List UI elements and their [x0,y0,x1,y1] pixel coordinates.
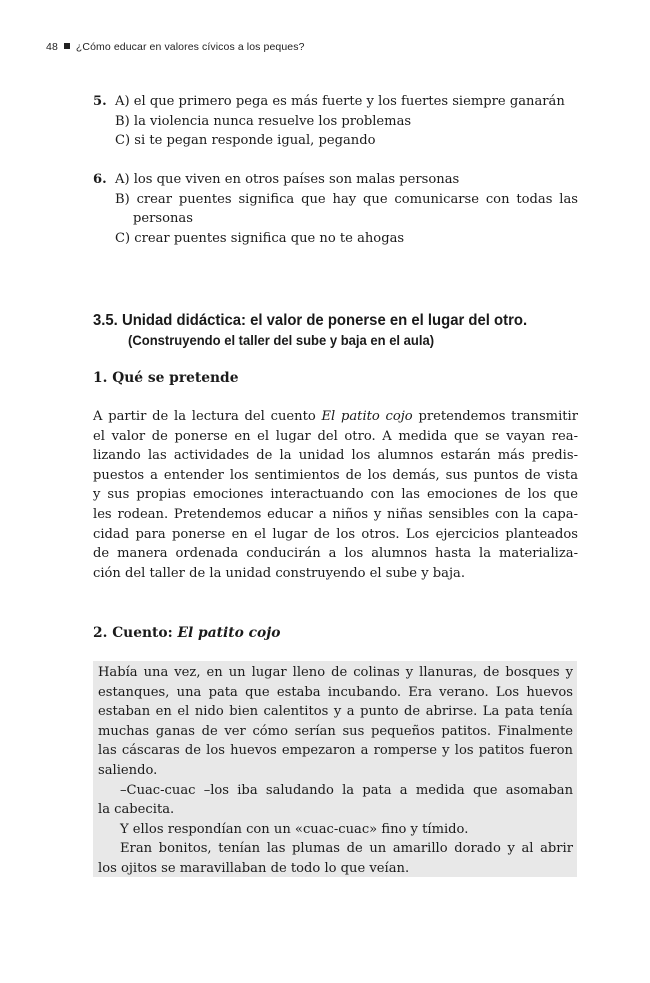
question-line [93,92,578,112]
question-line [93,112,578,132]
question-line [93,229,578,249]
story-line: los ojitos se maravillaban de todo lo que veían. [98,860,410,876]
subsection-title: 1. Qué se pretende [93,370,239,386]
option-b-continued: personas [133,211,193,227]
question-line [93,190,578,210]
paragraph-line: y sus propias emociones interactuando con las emociones de los que [93,487,578,503]
question-number: 5. [93,94,107,109]
story-line: Y ellos respondían con un «cuac-cuac» fino y tímido. [120,821,469,837]
story-text [98,663,573,879]
subsection-title-italic: El patito cojo [177,625,281,641]
story-line: muchas ganas de ver cómo serían sus pequeños patitos. Finalmente [98,723,573,739]
subsection-title [93,623,280,643]
paragraph-line: de manera ordenada conducirán a los alumnos hasta la materializa- [93,546,578,562]
option-c: C) crear puentes significa que no te ahogas [115,230,405,246]
question-line [93,170,578,190]
story-line: estaban en el nido bien calentitos y a punto de abrirse. La pata tenía [98,704,573,720]
story-line: Había una vez, en un lugar lleno de colinas y llanuras, de bosques y [98,665,573,680]
question-5 [93,92,578,151]
paragraph-line: lizando las actividades de la unidad los alumnos estarán más predis- [93,448,578,464]
option-a: A) los que viven en otros países son malas personas [115,172,460,187]
option-b: B) la violencia nunca resuelve los problemas [115,113,412,129]
subsection-title-prefix: 2. Cuento: [93,625,178,641]
story-line: Eran bonitos, tenían las plumas de un amarillo dorado y al abrir [120,841,573,857]
story-line: las cáscaras de los huevos empezaron a romperse y los patitos fueron [98,743,573,759]
running-title: ¿Cómo educar en valores cívicos a los peques? [75,41,305,53]
question-number: 6. [93,172,107,187]
purpose-paragraph [93,407,578,583]
question-line [93,131,578,151]
square-bullet-icon [64,43,70,49]
story-line: –Cuac-cuac –los iba saludando la pata a medida que asomaban [120,782,573,798]
paragraph-line [93,407,578,427]
story-line: saliendo. [98,762,158,778]
story-line: la cabecita. [98,802,175,818]
option-c: C) si te pegan responde igual, pegando [115,133,376,149]
running-header [46,41,305,53]
option-a: A) el que primero pega es más fuerte y los fuertes siempre ganarán [115,94,565,109]
page-number: 48 [46,41,58,53]
paragraph-line: puestos a entender los sentimientos de los demás, sus puntos de vista [93,467,578,483]
text-run: A partir de la lectura del cuento [93,409,322,424]
text-run: pretendemos transmitir [412,409,578,424]
section-subtitle: (Construyendo el taller del sube y baja en el aula) [128,332,435,348]
question-line [93,209,578,229]
paragraph-line: cidad para ponerse en el lugar de los otros. Los ejercicios planteados [93,526,578,542]
option-b: B) crear puentes significa que hay que comunicarse con todas las [115,191,578,207]
story-title-italic: El patito cojo [321,409,413,424]
section-title: 3.5. Unidad didáctica: el valor de ponerse en el lugar del otro. [93,312,528,329]
paragraph-line: ción del taller de la unidad construyendo el sube y baja. [93,565,465,581]
paragraph-line: el valor de ponerse en el lugar del otro. A medida que se vayan rea- [93,428,578,444]
paragraph-line: les rodean. Pretendemos educar a niños y niñas sensibles con la capa- [93,506,578,522]
question-6 [93,170,578,248]
story-line: estanques, una pata que estaba incubando. Era verano. Los huevos [98,684,573,700]
